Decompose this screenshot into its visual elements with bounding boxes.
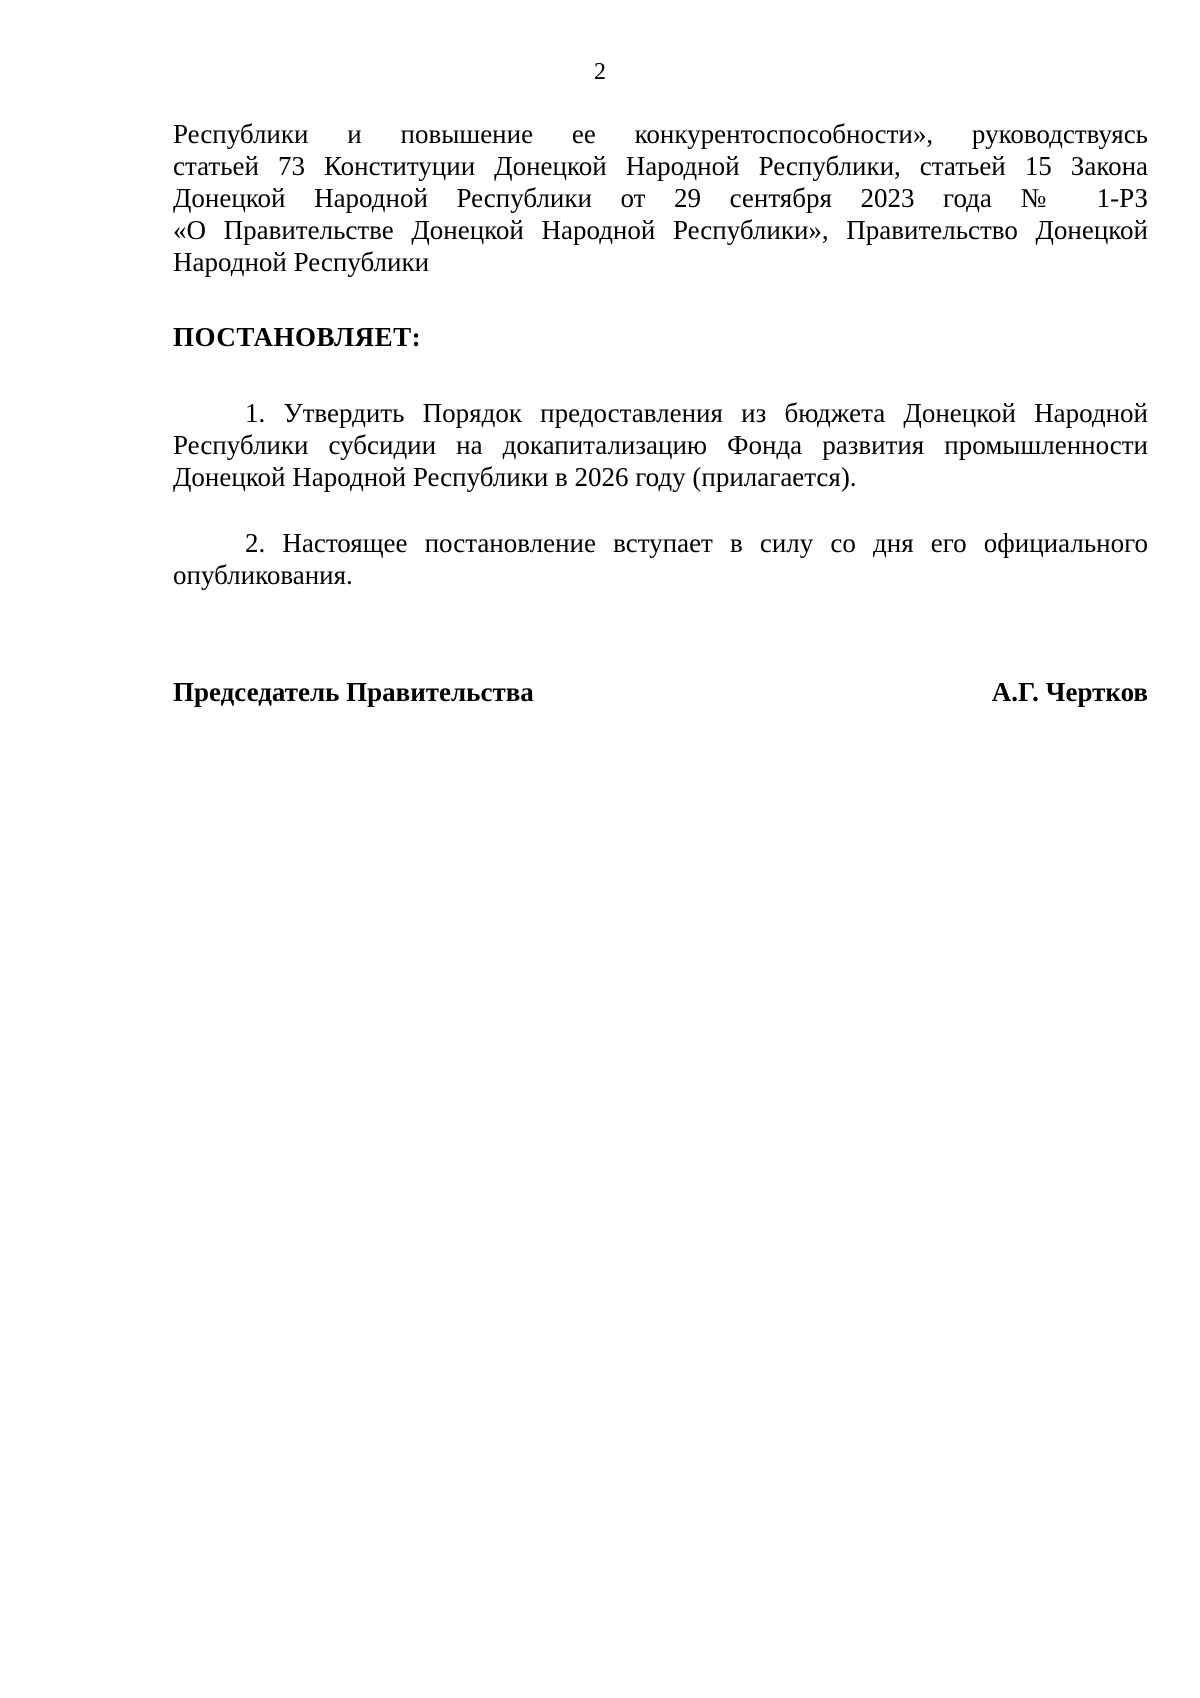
clause-1-line: Донецкой Народной Республики в 2026 году (прилагается). — [173, 462, 857, 492]
signatory-position: Председатель Правительства — [173, 677, 534, 707]
page-number: 2 — [594, 59, 606, 85]
clause-2-line: 2. Настоящее постановление вступает в силу со дня его официального — [245, 528, 1148, 558]
clause-2-line: опубликования. — [173, 560, 353, 590]
preamble-line: Республики и повышение ее конкурентоспособности», руководствуясь — [173, 119, 1148, 149]
signatory-name: А.Г. Чертков — [991, 677, 1148, 707]
clause-1-line: 1. Утвердить Порядок предоставления из бюджета Донецкой Народной — [245, 398, 1148, 428]
clause-2-paragraph — [173, 527, 1148, 591]
signature-block — [173, 675, 1148, 709]
clause-1-line: Республики субсидии на докапитализацию Фонда развития промышленности — [173, 430, 1148, 460]
preamble-line: Народной Республики — [173, 247, 430, 277]
preamble-line: Донецкой Народной Республики от 29 сентября 2023 года № 1-РЗ — [173, 183, 1148, 213]
preamble-line: статьей 73 Конституции Донецкой Народной Республики, статьей 15 Закона — [173, 151, 1148, 181]
clause-1-paragraph — [173, 397, 1148, 493]
resolution-heading: ПОСТАНОВЛЯЕТ: — [173, 322, 422, 352]
preamble-line: «О Правительстве Донецкой Народной Республики», Правительство Донецкой — [173, 215, 1148, 245]
preamble-paragraph — [173, 118, 1148, 278]
